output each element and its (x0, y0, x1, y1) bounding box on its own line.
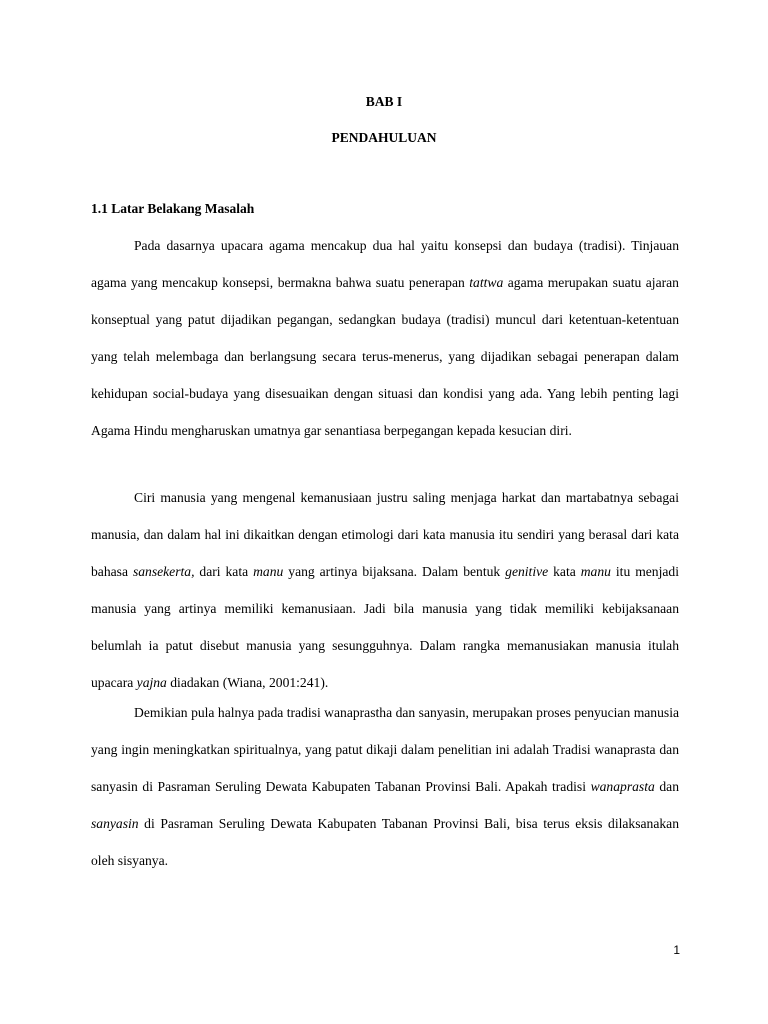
paragraph-3-text-b: dan (654, 779, 679, 794)
term-manu: manu (253, 564, 284, 579)
paragraph-3-text-c: di Pasraman Seruling Dewata Kabupaten Tabanan Provinsi Bali, bisa terus eksis dilaksanakan oleh sisyanya. (91, 816, 679, 868)
paragraph-2-text-e: itu menjadi manusia yang artinya memiliki kemanusiaan. Jadi bila manusia yang tidak memiliki kebijaksanaan belumlah ia patut disebut manusia yang sesungguhnya. Dalam rangka memanusiakan manusia itulah upacara (91, 564, 679, 690)
paragraph-2-text-d: kata (548, 564, 581, 579)
paragraph-3-text-a: Demikian pula halnya pada tradisi wanaprastha dan sanyasin, merupakan proses penyucian manusia yang ingin meningkatkan spiritualnya, yang patut dikaji dalam penelitian ini adalah Tradisi wanaprasta dan sanyasin di Pasraman Seruling Dewata Kabupaten Tabanan Provinsi Bali. Apakah tradisi (91, 705, 679, 794)
paragraph-3 (91, 694, 679, 879)
term-yajna: yajna (136, 675, 167, 690)
term-wanaprasta: wanaprasta (590, 779, 655, 794)
paragraph-1-text-b: agama merupakan suatu ajaran konseptual yang patut dijadikan pegangan, sedangkan budaya (tradisi) muncul dari ketentuan-ketentuan yang telah melembaga dan berlangsung secara terus-menerus, yang dijadikan sebagai penerapan dalam kehidupan social-budaya yang disesuaikan dengan situasi dan kondisi yang ada. Yang lebih penting lagi Agama Hindu mengharuskan umatnya gar senantiasa berpegangan kepada kesucian diri. (91, 275, 679, 438)
term-sanyasin: sanyasin (91, 816, 139, 831)
term-tattwa: tattwa (469, 275, 504, 290)
paragraph-2-text-b: dari kata (194, 564, 254, 579)
chapter-title: PENDAHULUAN (331, 130, 437, 145)
paragraph-2-text-c: yang artinya bijaksana. Dalam bentuk (283, 564, 506, 579)
term-sansekerta: sansekerta, (132, 564, 195, 579)
paragraph-1 (91, 227, 679, 449)
paragraph-3-container (91, 694, 679, 879)
paragraph-2-container (91, 479, 679, 701)
paragraph-1-container (91, 227, 679, 449)
paragraph-2 (91, 479, 679, 701)
section-heading: 1.1 Latar Belakang Masalah (91, 201, 255, 216)
paragraph-2-text-f: diadakan (Wiana, 2001:241). (166, 675, 329, 690)
paragraph-2-text-a: Ciri manusia yang mengenal kemanusiaan justru saling menjaga harkat dan martabatnya sebagai manusia, dan dalam hal ini dikaitkan dengan etimologi dari kata manusia itu sendiri yang berasal dari kata bahasa (91, 490, 679, 579)
term-genitive: genitive (505, 564, 549, 579)
page-number: 1 (673, 943, 680, 957)
chapter-heading: BAB I (365, 94, 403, 109)
paragraph-1-text-a: Pada dasarnya upacara agama mencakup dua hal yaitu konsepsi dan budaya (tradisi). Tinjauan agama yang mencakup konsepsi, bermakna bahwa suatu penerapan (91, 238, 679, 290)
term-manu-2: manu (580, 564, 611, 579)
